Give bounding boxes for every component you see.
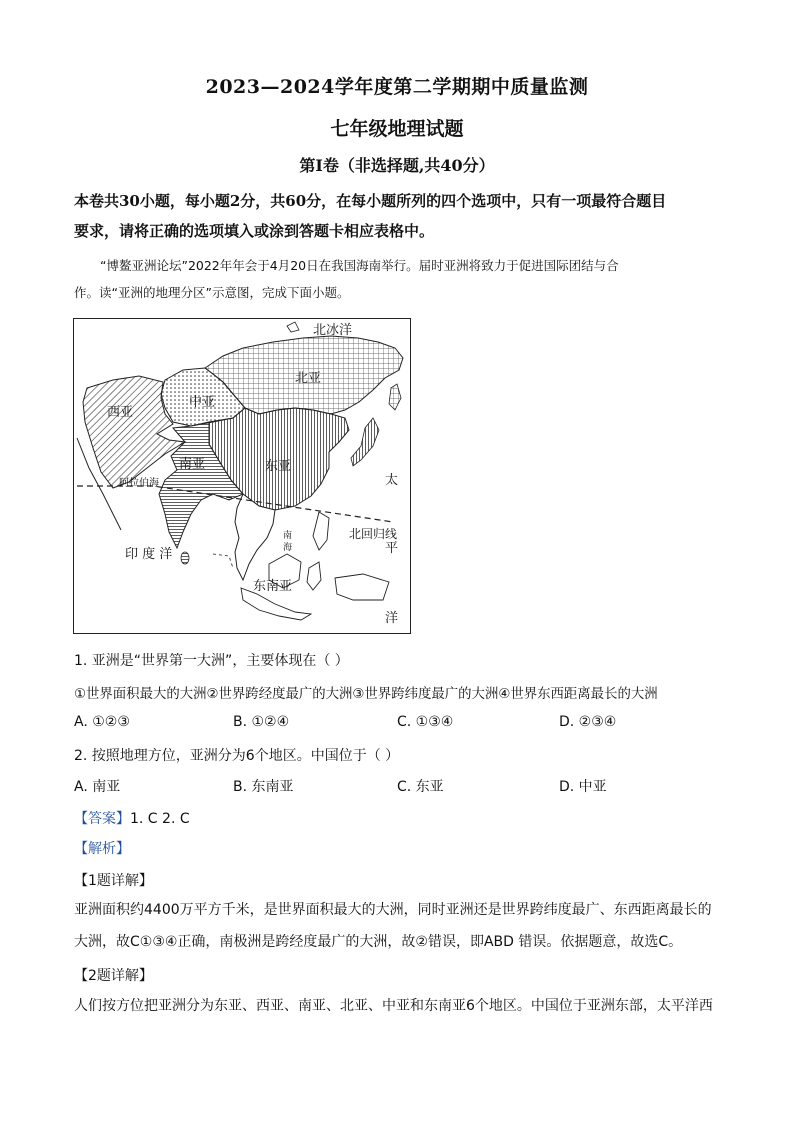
q1-analysis-line-1: 亚洲面积约4400万平方千米，是世界面积最大的大洲，同时亚洲还是世界跨纬度最广、东西距离最长的: [74, 902, 712, 918]
instructions-line-2: 要求，请将正确的选项填入或涂到答题卡相应表格中。: [74, 222, 435, 240]
label-tropic-of-cancer: 北回归线: [349, 527, 398, 541]
question-1-statements: ①世界面积最大的大洲②世界跨经度最广的大洲③世界跨纬度最广的大洲④世界东西距离最长的大洲: [74, 687, 658, 702]
instructions-line-1: 本卷共30小题，每小题2分，共60分，在每小题所列的四个选项中，只有一项最符合题目: [74, 192, 667, 210]
question-2-stem: 2. 按照地理方位，亚洲分为6个地区。中国位于（ ）: [74, 748, 400, 764]
question-1-option-b: B. ①②④: [233, 714, 290, 730]
question-1-option-a: A. ①②③: [74, 714, 130, 730]
exam-subtitle: 七年级地理试题: [330, 118, 464, 140]
label-pacific-3: 洋: [385, 611, 399, 626]
label-south-sea-1: 南: [283, 531, 293, 541]
label-arctic-ocean: 北冰洋: [313, 323, 353, 338]
answer-label: 【答案】: [74, 811, 130, 827]
q2-analysis-line-1: 人们按方位把亚洲分为东亚、西亚、南亚、北亚、中亚和东南亚6个地区。中国位于亚洲东部，太平洋西: [74, 998, 713, 1014]
label-south-asia: 南亚: [179, 457, 206, 472]
label-north-asia: 北亚: [295, 371, 322, 386]
intro-line-2: 作。读“亚洲的地理分区”示意图，完成下面小题。: [74, 285, 350, 300]
question-1-stem: 1. 亚洲是“世界第一大洲”，主要体现在（ ）: [74, 653, 349, 669]
label-west-asia: 西亚: [107, 405, 134, 420]
question-2-option-d: D. 中亚: [559, 779, 607, 795]
intro-line-1: “博鳌亚洲论坛”2022年年会于4月20日在我国海南举行。届时亚洲将致力于促进国际团结与合: [100, 258, 619, 273]
question-1-option-d: D. ②③④: [559, 714, 617, 730]
question-1-option-c: C. ①③④: [397, 714, 454, 730]
label-east-asia: 东亚: [265, 459, 292, 474]
asia-regions-map: [73, 318, 411, 634]
analysis-label: 【解析】: [74, 841, 130, 857]
q1-analysis-label: 【1题详解】: [74, 873, 153, 889]
label-pacific-1: 太: [385, 473, 399, 488]
exam-title: 2023—2024学年度第二学期期中质量监测: [205, 76, 589, 98]
label-pacific-2: 平: [385, 541, 399, 556]
answer-text: 1. C 2. C: [130, 811, 190, 827]
question-2-option-b: B. 东南亚: [233, 779, 294, 795]
section-heading: 第Ⅰ卷（非选择题,共40分）: [299, 156, 495, 175]
q1-analysis-line-2: 大洲，故C①③④正确，南极洲是跨经度最广的大洲，故②错误，即ABD 错误。依据题意，故选C。: [74, 934, 683, 950]
question-2-option-c: C. 东亚: [397, 779, 444, 795]
label-south-sea-2: 海: [283, 543, 293, 553]
question-2-option-a: A. 南亚: [74, 779, 121, 795]
q2-analysis-label: 【2题详解】: [74, 968, 153, 984]
label-arabian-sea: 阿拉伯海: [119, 478, 159, 489]
answer-line: [74, 808, 190, 828]
label-indian-ocean: 印 度 洋: [125, 547, 173, 562]
sri-lanka: [181, 552, 189, 564]
label-central-asia: 中亚: [189, 395, 216, 410]
label-southeast-asia: 东南亚: [253, 579, 293, 594]
